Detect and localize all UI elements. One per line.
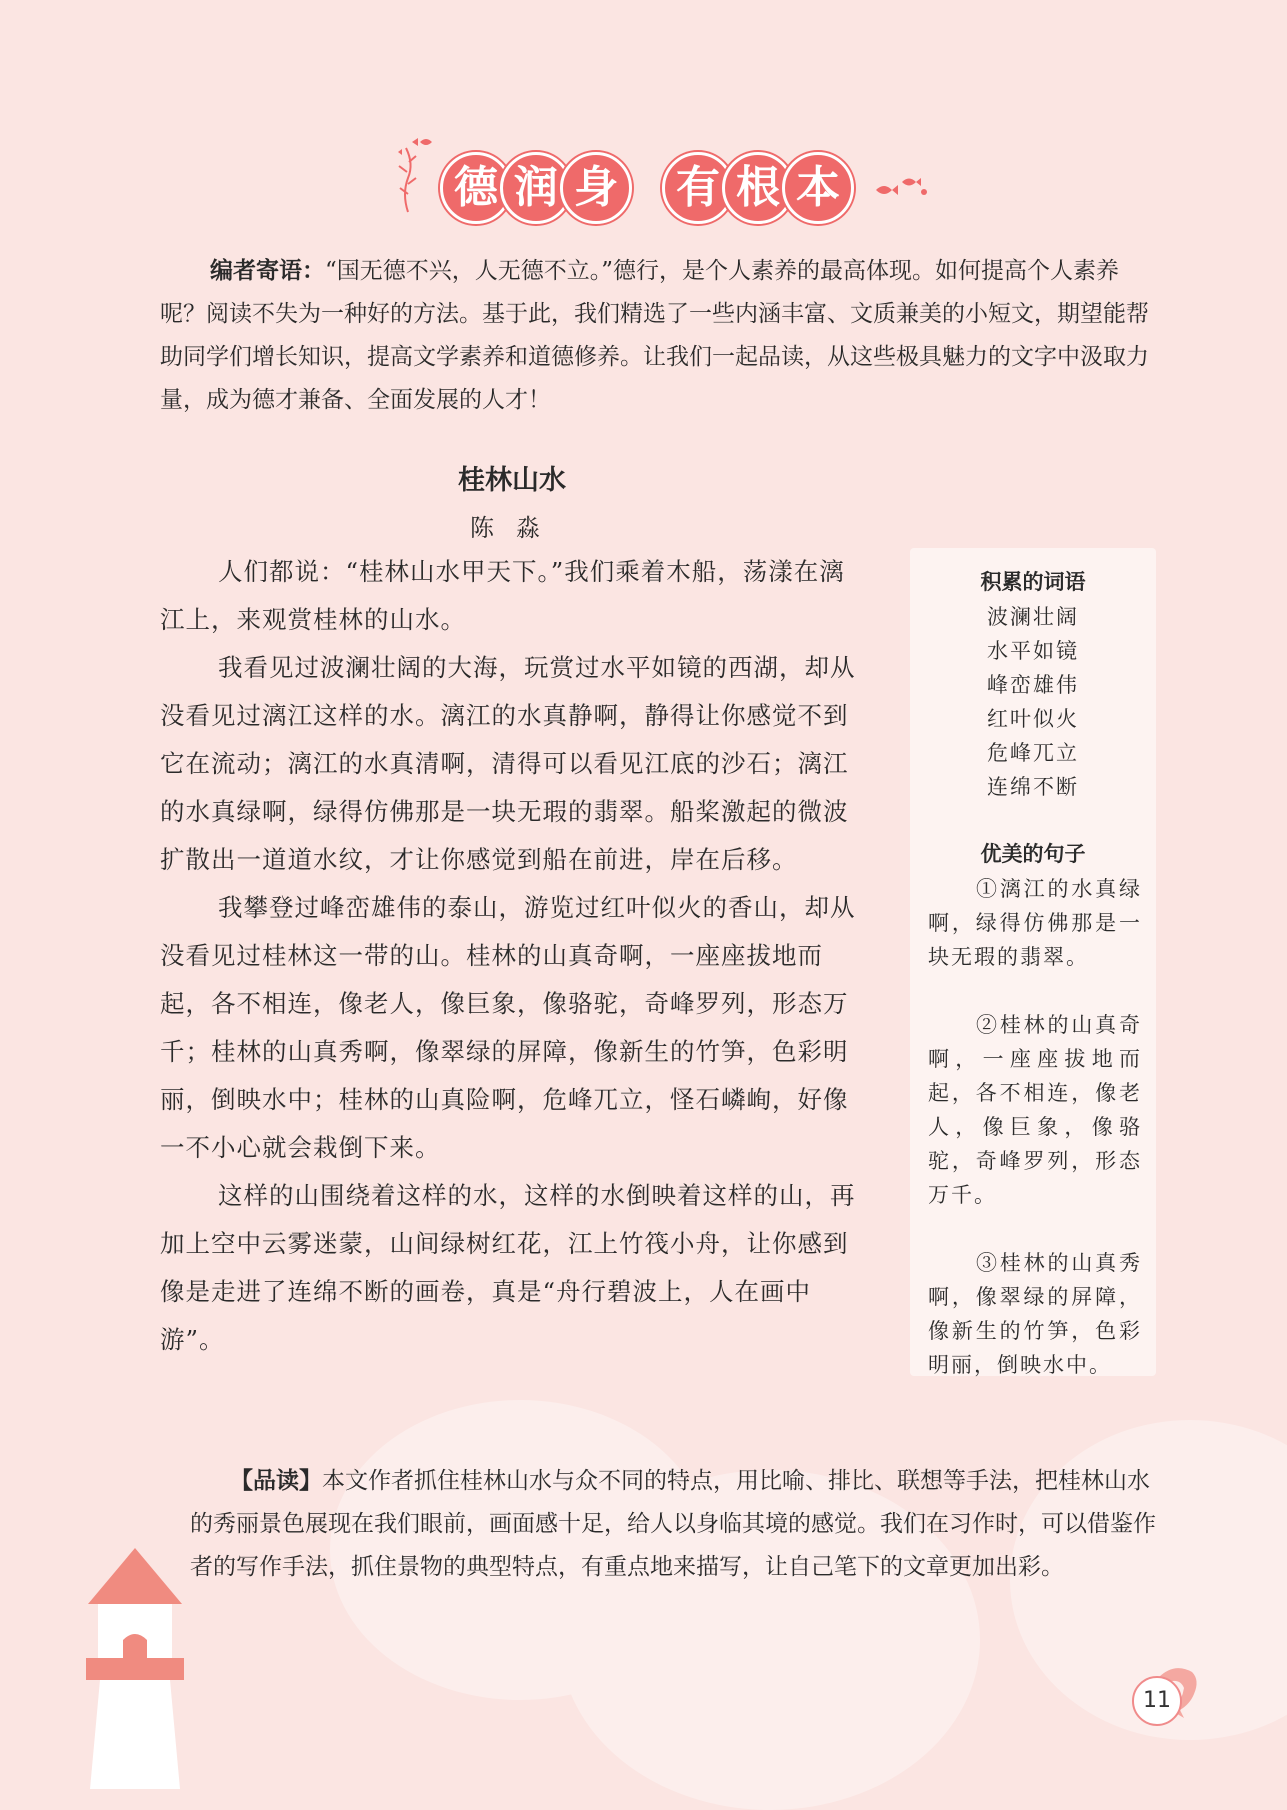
sidebar-notes: [910, 548, 1156, 1376]
article-paragraph: 这样的山围绕着这样的水，这样的水倒映着这样的山，再加上空中云雾迷蒙，山间绿树红花，江上竹筏小舟，让你感到像是走进了连绵不断的画卷，真是“舟行碧波上，人在画中游”。: [160, 1181, 856, 1354]
article-paragraph: 我攀登过峰峦雄伟的泰山，游览过红叶似火的香山，却从没看见过桂林这一带的山。桂林的山真奇啊，一座座拔地而起，各不相连，像老人，像巨象，像骆驼，奇峰罗列，形态万千；桂林的山真秀啊，像翠绿的屏障，像新生的竹笋，色彩明丽，倒映水中；桂林的山真险啊，危峰兀立，怪石嶙峋，好像一不小心就会栽倒下来。: [160, 893, 856, 1162]
review-label: 【品读】: [230, 1468, 322, 1494]
editor-note-label: 编者寄语：: [210, 258, 325, 284]
article-author: 陈淼: [470, 514, 562, 542]
word-item: 水平如镜: [987, 639, 1079, 663]
title-char: 德: [440, 152, 512, 224]
article-title: 桂林山水: [458, 465, 566, 496]
word-list: [910, 600, 1156, 804]
word-item: 波澜壮阔: [987, 605, 1079, 629]
sentence-item: ①漓江的水真绿啊，绿得仿佛那是一块无瑕的翡翠。: [928, 877, 1142, 969]
review-text: 本文作者抓住桂林山水与众不同的特点，用比喻、排比、联想等手法，把桂林山水的秀丽景色展现在我们眼前，画面感十足，给人以身临其境的感觉。我们在习作时，可以借鉴作者的写作手法，抓住景物的典型特点，有重点地来描写，让自己笔下的文章更加出彩。: [190, 1468, 1156, 1580]
title-char: 身: [560, 152, 632, 224]
page-number: 11: [1132, 1676, 1182, 1726]
article-body: [160, 548, 870, 1364]
article-paragraph: 人们都说：“桂林山水甲天下。”我们乘着木船，荡漾在漓江上，来观赏桂林的山水。: [160, 557, 845, 634]
words-heading: 积累的词语: [980, 570, 1086, 594]
word-item: 连绵不断: [987, 775, 1079, 799]
title-char: 根: [722, 152, 794, 224]
title-char: 有: [662, 152, 734, 224]
article-paragraph: 我看见过波澜壮阔的大海，玩赏过水平如镜的西湖，却从没看见过漓江这样的水。漓江的水真静啊，静得让你感觉不到它在流动；漓江的水真清啊，清得可以看见江底的沙石；漓江的水真绿啊，绿得仿佛那是一块无瑕的翡翠。船桨激起的微波扩散出一道道水纹，才让你感觉到船在前进，岸在后移。: [160, 653, 856, 874]
lighthouse-illustration: [80, 1548, 190, 1789]
sentences-heading: 优美的句子: [980, 842, 1086, 866]
word-item: 峰峦雄伟: [987, 673, 1079, 697]
word-item: 红叶似火: [987, 707, 1079, 731]
seaweed-decoration-icon: [388, 134, 438, 214]
sentence-item: ③桂林的山真秀啊，像翠绿的屏障，像新生的竹笋，色彩明丽，倒映水中。: [928, 1251, 1142, 1377]
page-title: [440, 148, 860, 226]
title-char: 润: [500, 152, 572, 224]
editor-note: [160, 250, 1160, 422]
title-char: 本: [782, 152, 854, 224]
fish-decoration-icon: [872, 170, 932, 204]
word-item: 危峰兀立: [987, 741, 1079, 765]
editor-note-text: “国无德不兴，人无德不立。”德行，是个人素养的最高体现。如何提高个人素养呢？阅读不失为一种好的方法。基于此，我们精选了一些内涵丰富、文质兼美的小短文，期望能帮助同学们增长知识，提高文学素养和道德修养。让我们一起品读，从这些极具魅力的文字中汲取力量，成为德才兼备、全面发展的人才！: [160, 258, 1149, 413]
review-section: [190, 1460, 1160, 1589]
sentence-item: ②桂林的山真奇啊，一座座拔地而起，各不相连，像老人，像巨象，像骆驼，奇峰罗列，形态万千。: [928, 1013, 1142, 1207]
